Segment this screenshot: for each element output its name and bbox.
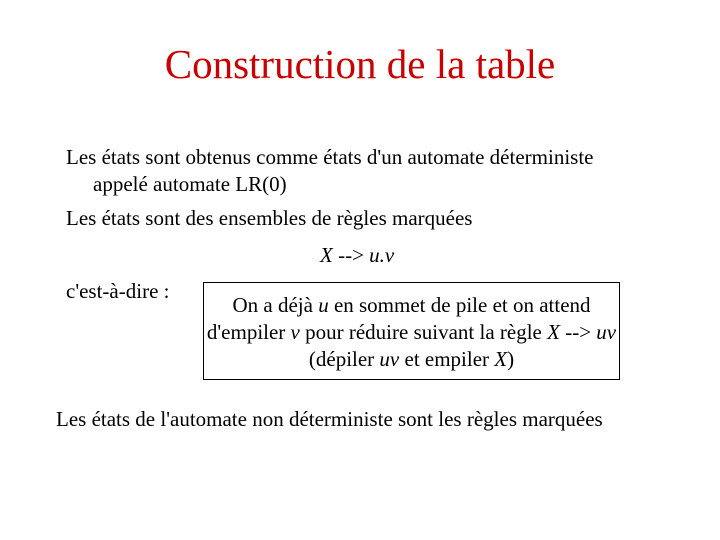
box-x1: X [547, 320, 560, 344]
box-uv1: uv [596, 320, 617, 344]
box-text-6: et empiler [399, 347, 495, 371]
box-text-4: --> [559, 320, 597, 344]
paragraph-marked-rules: Les états sont des ensembles de règles marquées [66, 206, 473, 230]
box-u: u [318, 293, 329, 317]
paragraph-nondeterministic: Les états de l'automate non déterministe sont les règles marquées [56, 407, 603, 431]
rule-lhs: X [320, 243, 333, 267]
rule-arrow: --> [338, 243, 364, 267]
slide-title: Construction de la table [164, 41, 556, 87]
box-x2: X [494, 347, 508, 371]
marked-rule-formula [320, 243, 394, 268]
box-text-5: (dépiler [308, 347, 380, 371]
box-text-7: ) [507, 347, 515, 371]
box-v: v [290, 320, 300, 344]
box-text-1: On a déjà [232, 293, 319, 317]
box-text-2: en sommet de pile et on attend d'empiler [206, 293, 591, 344]
explanation-box [203, 282, 620, 380]
box-uv2: uv [379, 347, 400, 371]
cest-a-dire-label: c'est-à-dire : [66, 279, 170, 303]
paragraph-lr0-states: Les états sont obtenus comme états d'un automate déterministe appelé automate LR(0) [66, 145, 594, 196]
rule-rhs: u.v [369, 243, 395, 267]
box-text-3: pour réduire suivant la règle [299, 320, 548, 344]
